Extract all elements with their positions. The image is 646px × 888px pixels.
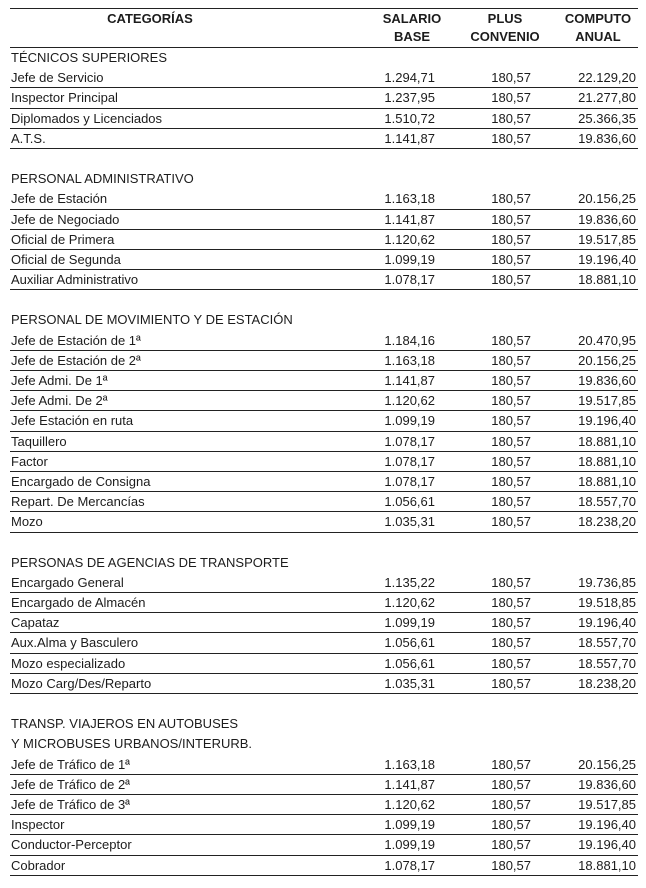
section-title <box>10 734 638 754</box>
computo-anual-cell: 19.518,85 <box>578 595 636 611</box>
header-categorias: CATEGORÍAS <box>107 11 193 26</box>
computo-anual-cell: 18.557,70 <box>578 494 636 510</box>
table-row <box>10 856 638 876</box>
section-title-text: TÉCNICOS SUPERIORES <box>11 50 168 65</box>
table-row <box>10 129 638 149</box>
category-cell: Taquillero <box>11 433 67 449</box>
table-row <box>10 432 638 452</box>
category-cell: Jefe de Servicio <box>11 70 104 86</box>
category-cell: Cobrador <box>11 857 66 873</box>
section-title-text: PERSONAS DE AGENCIAS DE TRANSPORTE <box>11 554 289 570</box>
salario-base-cell: 1.099,19 <box>384 837 435 853</box>
section-title <box>10 714 638 734</box>
table-row <box>10 593 638 613</box>
section-title-text: PERSONAL DE MOVIMIENTO Y DE ESTACIÓN <box>11 312 293 328</box>
section-spacer <box>10 290 638 310</box>
salario-base-cell: 1.141,87 <box>384 130 435 146</box>
table-row <box>10 371 638 391</box>
salario-base-cell: 1.099,19 <box>384 615 435 631</box>
salario-base-cell: 1.120,62 <box>384 393 435 409</box>
table-row <box>10 210 638 230</box>
table-row <box>10 674 638 694</box>
computo-anual-cell: 18.238,20 <box>578 675 636 691</box>
plus-convenio-cell: 180,57 <box>491 332 531 348</box>
category-cell: Oficial de Segunda <box>11 251 121 267</box>
header-plus-convenio: PLUS CONVENIO <box>470 11 540 44</box>
category-cell: Encargado de Almacén <box>11 595 146 611</box>
table-row <box>10 68 638 88</box>
salario-base-cell: 1.078,17 <box>384 433 435 449</box>
plus-convenio-cell: 180,57 <box>491 655 531 671</box>
table-row <box>10 755 638 775</box>
computo-anual-cell: 19.517,85 <box>578 231 636 247</box>
category-cell: Auxiliar Administrativo <box>11 272 139 288</box>
plus-convenio-cell: 180,57 <box>491 514 531 530</box>
category-cell: Oficial de Primera <box>11 231 115 247</box>
table-row <box>10 654 638 674</box>
salario-base-cell: 1.141,87 <box>384 776 435 792</box>
table-row <box>10 270 638 290</box>
table-row <box>10 88 638 108</box>
computo-anual-cell: 19.836,60 <box>578 373 636 388</box>
section-spacer <box>10 149 638 169</box>
computo-anual-cell: 18.881,10 <box>578 453 636 469</box>
plus-convenio-cell: 180,57 <box>491 352 531 368</box>
computo-anual-cell: 19.196,40 <box>578 251 636 267</box>
table-row <box>10 452 638 472</box>
computo-anual-cell: 19.517,85 <box>578 796 636 812</box>
computo-anual-cell: 18.238,20 <box>578 514 636 530</box>
plus-convenio-cell: 180,57 <box>491 251 531 267</box>
table-row <box>10 472 638 492</box>
table-row <box>10 331 638 351</box>
plus-convenio-cell: 180,57 <box>491 756 531 772</box>
salary-table <box>10 8 638 876</box>
salario-base-cell: 1.120,62 <box>384 595 435 611</box>
plus-convenio-cell: 180,57 <box>491 393 531 409</box>
plus-convenio-cell: 180,57 <box>491 453 531 469</box>
plus-convenio-cell: 180,57 <box>491 595 531 611</box>
section-spacer <box>10 533 638 553</box>
table-row <box>10 230 638 250</box>
table-row <box>10 795 638 815</box>
computo-anual-cell: 18.881,10 <box>578 473 636 489</box>
table-row <box>10 633 638 653</box>
plus-convenio-cell: 180,57 <box>491 615 531 631</box>
table-header <box>10 8 638 48</box>
section-title <box>10 169 638 189</box>
computo-anual-cell: 19.196,40 <box>578 413 636 429</box>
salario-base-cell: 1.056,61 <box>384 655 435 671</box>
plus-convenio-cell: 180,57 <box>491 675 531 691</box>
salario-base-cell: 1.056,61 <box>384 635 435 651</box>
plus-convenio-cell: 180,57 <box>491 211 531 227</box>
salario-base-cell: 1.078,17 <box>384 473 435 489</box>
salario-base-cell: 1.141,87 <box>384 211 435 227</box>
computo-anual-cell: 19.836,60 <box>578 211 636 227</box>
computo-anual-cell: 19.196,40 <box>578 837 636 853</box>
computo-anual-cell: 21.277,80 <box>578 90 636 106</box>
table-row <box>10 835 638 855</box>
plus-convenio-cell: 180,57 <box>491 90 531 106</box>
computo-anual-cell: 18.881,10 <box>578 272 636 288</box>
salario-base-cell: 1.184,16 <box>384 332 435 348</box>
plus-convenio-cell: 180,57 <box>491 110 531 126</box>
computo-anual-cell: 20.156,25 <box>578 191 636 207</box>
category-cell: Mozo Carg/Des/Reparto <box>11 675 152 691</box>
category-cell: Jefe de Estación <box>11 191 108 207</box>
section-title <box>10 310 638 330</box>
header-computo-anual: COMPUTO ANUAL <box>564 11 632 44</box>
computo-anual-cell: 19.196,40 <box>578 817 636 833</box>
table-row <box>10 512 638 532</box>
category-cell: Jefe de Tráfico de 1ª <box>11 756 130 772</box>
computo-anual-cell: 19.196,40 <box>578 615 636 631</box>
salario-base-cell: 1.035,31 <box>384 675 435 691</box>
category-cell: Aux.Alma y Basculero <box>11 635 139 651</box>
plus-convenio-cell: 180,57 <box>491 473 531 489</box>
salario-base-cell: 1.078,17 <box>384 857 435 873</box>
salario-base-cell: 1.078,17 <box>384 272 435 288</box>
category-cell: Inspector Principal <box>11 90 118 106</box>
computo-anual-cell: 20.156,25 <box>578 352 636 368</box>
salario-base-cell: 1.056,61 <box>384 494 435 510</box>
category-cell: Factor <box>11 453 48 469</box>
salario-base-cell: 1.120,62 <box>384 796 435 812</box>
section-spacer <box>10 694 638 714</box>
category-cell: Inspector <box>11 817 65 833</box>
plus-convenio-cell: 180,57 <box>491 837 531 853</box>
category-cell: Jefe de Tráfico de 3ª <box>11 796 130 812</box>
category-cell: Jefe de Tráfico de 2ª <box>11 776 130 792</box>
salario-base-cell: 1.141,87 <box>384 373 435 388</box>
category-cell: Jefe Estación en ruta <box>11 413 134 429</box>
table-row <box>10 775 638 795</box>
section-title <box>10 48 638 68</box>
category-cell: Mozo especializado <box>11 655 126 671</box>
plus-convenio-cell: 180,57 <box>491 857 531 873</box>
computo-anual-cell: 18.881,10 <box>578 857 636 873</box>
header-salario-base: SALARIO BASE <box>382 11 442 44</box>
category-cell: Jefe de Estación de 1ª <box>11 332 141 348</box>
category-cell: Mozo <box>11 514 43 530</box>
computo-anual-cell: 19.836,60 <box>578 776 636 792</box>
computo-anual-cell: 18.881,10 <box>578 433 636 449</box>
computo-anual-cell: 19.517,85 <box>578 393 636 409</box>
salario-base-cell: 1.294,71 <box>384 70 435 86</box>
table-row <box>10 351 638 371</box>
table-row <box>10 613 638 633</box>
plus-convenio-cell: 180,57 <box>491 776 531 792</box>
salario-base-cell: 1.099,19 <box>384 817 435 833</box>
plus-convenio-cell: 180,57 <box>491 433 531 449</box>
category-cell: Jefe Admi. De 2ª <box>11 393 108 409</box>
category-cell: Conductor-Perceptor <box>11 837 132 853</box>
salario-base-cell: 1.237,95 <box>384 90 435 106</box>
category-cell: Jefe Admi. De 1ª <box>11 373 108 388</box>
table-row <box>10 411 638 431</box>
computo-anual-cell: 19.736,85 <box>578 574 636 590</box>
category-cell: Diplomados y Licenciados <box>11 110 163 126</box>
category-cell: A.T.S. <box>11 130 46 146</box>
plus-convenio-cell: 180,57 <box>491 796 531 812</box>
computo-anual-cell: 20.156,25 <box>578 756 636 772</box>
section-title <box>10 553 638 573</box>
plus-convenio-cell: 180,57 <box>491 635 531 651</box>
plus-convenio-cell: 180,57 <box>491 191 531 207</box>
computo-anual-cell: 19.836,60 <box>578 130 636 146</box>
plus-convenio-cell: 180,57 <box>491 130 531 146</box>
category-cell: Jefe de Estación de 2ª <box>11 352 141 368</box>
salario-base-cell: 1.078,17 <box>384 453 435 469</box>
section-title-text: TRANSP. VIAJEROS EN AUTOBUSES <box>11 716 239 732</box>
plus-convenio-cell: 180,57 <box>491 231 531 247</box>
salario-base-cell: 1.510,72 <box>384 110 435 126</box>
table-row <box>10 109 638 129</box>
section-title-text: PERSONAL ADMINISTRATIVO <box>11 171 194 187</box>
computo-anual-cell: 25.366,35 <box>578 110 636 126</box>
salario-base-cell: 1.035,31 <box>384 514 435 530</box>
salario-base-cell: 1.099,19 <box>384 413 435 429</box>
table-row <box>10 492 638 512</box>
section-title-text: Y MICROBUSES URBANOS/INTERURB. <box>11 736 253 752</box>
salario-base-cell: 1.163,18 <box>384 756 435 772</box>
salario-base-cell: 1.163,18 <box>384 191 435 207</box>
category-cell: Jefe de Negociado <box>11 211 120 227</box>
computo-anual-cell: 22.129,20 <box>578 70 636 86</box>
plus-convenio-cell: 180,57 <box>491 70 531 86</box>
table-row <box>10 391 638 411</box>
plus-convenio-cell: 180,57 <box>491 574 531 590</box>
plus-convenio-cell: 180,57 <box>491 272 531 288</box>
salario-base-cell: 1.120,62 <box>384 231 435 247</box>
computo-anual-cell: 18.557,70 <box>578 655 636 671</box>
plus-convenio-cell: 180,57 <box>491 817 531 833</box>
computo-anual-cell: 20.470,95 <box>578 332 636 348</box>
category-cell: Encargado de Consigna <box>11 473 151 489</box>
salario-base-cell: 1.163,18 <box>384 352 435 368</box>
table-row <box>10 573 638 593</box>
salario-base-cell: 1.099,19 <box>384 251 435 267</box>
category-cell: Encargado General <box>11 574 124 590</box>
table-row <box>10 815 638 835</box>
salario-base-cell: 1.135,22 <box>384 574 435 590</box>
category-cell: Capataz <box>11 615 60 631</box>
plus-convenio-cell: 180,57 <box>491 413 531 429</box>
plus-convenio-cell: 180,57 <box>491 494 531 510</box>
table-body <box>10 48 638 876</box>
category-cell: Repart. De Mercancías <box>11 494 145 510</box>
plus-convenio-cell: 180,57 <box>491 373 531 388</box>
table-row <box>10 250 638 270</box>
table-row <box>10 189 638 209</box>
computo-anual-cell: 18.557,70 <box>578 635 636 651</box>
